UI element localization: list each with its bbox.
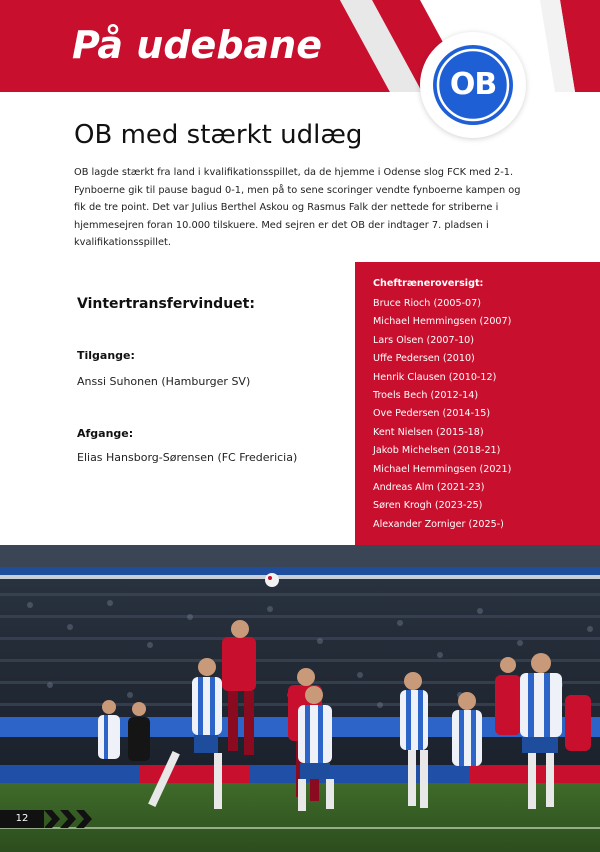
ob-club-logo: [420, 32, 526, 138]
departures-label: Afgange:: [77, 427, 134, 440]
departures-value: Elias Hansborg-Sørensen (FC Fredericia): [77, 451, 298, 464]
arrivals-label: Tilgange:: [77, 349, 135, 362]
coach-item: Søren Krogh (2023-25): [373, 500, 483, 512]
arrivals-value: Anssi Suhonen (Hamburger SV): [77, 375, 251, 388]
coach-item: Henrik Clausen (2010-12): [373, 371, 497, 383]
section-title: På udebane: [72, 23, 322, 67]
article-body: OB lagde stærkt fra land i kvalifikationsspillet, da de hjemme i Odense slog FCK med 2-1. Fynboerne gik til pause bagud 0-1, men på to sene scoringer vendte fynboerne kampen og fik de tre point. Det var Julius Berthel Askou og Rasmus Falk der nettede for striberne i hjemmesejren foran 10.000 tilskuere. Med sejren er det OB der indtager 7. pladsen i kvalifikationsspillet.: [74, 167, 521, 248]
article-title: OB med stærkt udlæg: [74, 120, 363, 150]
logo-text: OB: [449, 67, 497, 102]
coach-item: Troels Bech (2012-14): [373, 390, 479, 402]
coach-item: Ove Pedersen (2014-15): [373, 408, 491, 420]
coach-item: Alexander Zorniger (2025-): [373, 518, 504, 530]
match-photo-illustration: [0, 545, 600, 852]
coach-item: Uffe Pedersen (2010): [373, 353, 475, 365]
transfers-heading: Vintertransfervinduet:: [77, 296, 255, 312]
coach-item: Andreas Alm (2021-23): [373, 482, 485, 494]
coach-item: Lars Olsen (2007-10): [373, 334, 475, 346]
chevron-arrows-icon: [44, 810, 94, 828]
coach-item: Bruce Rioch (2005-07): [373, 298, 482, 309]
page-number: 12: [0, 810, 44, 828]
coach-history-title: Cheftræneroversigt:: [373, 278, 484, 289]
coach-item: Michael Hemmingsen (2021): [373, 463, 512, 475]
coach-history-box: [355, 262, 600, 545]
match-photo: [0, 545, 600, 852]
coach-list: [373, 295, 511, 534]
coach-item: Kent Nielsen (2015-18): [373, 426, 484, 438]
coach-item: Michael Hemmingsen (2007): [373, 316, 512, 328]
coach-item: Jakob Michelsen (2018-21): [373, 445, 501, 457]
